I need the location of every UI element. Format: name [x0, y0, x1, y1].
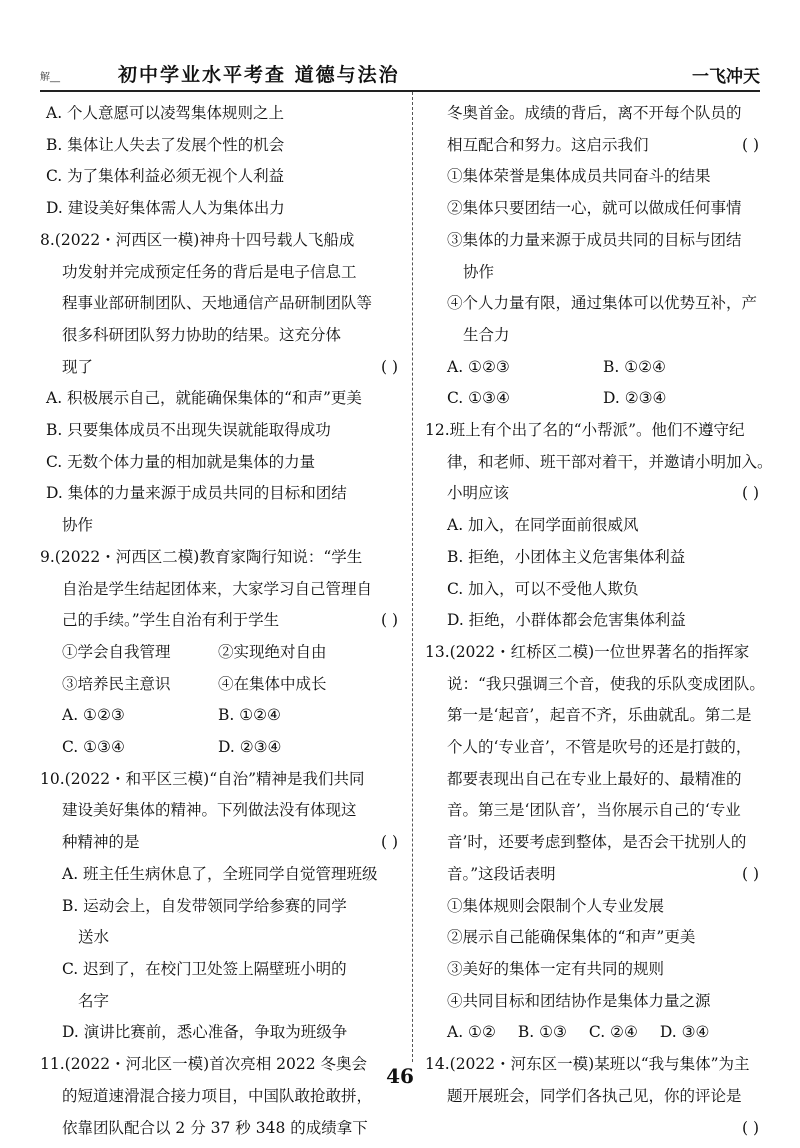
line-text: 很多科研团队努力协助的结果。这充分体	[62, 325, 342, 344]
text-line	[425, 288, 765, 320]
line-text: ③美好的集体一定有共同的规则	[447, 959, 665, 978]
option-row	[425, 1017, 765, 1049]
text-line	[425, 257, 765, 289]
text-line	[40, 574, 404, 606]
text-line	[40, 510, 404, 542]
option-text: D. ②③④	[218, 738, 282, 757]
option-text: ④在集体中成长	[218, 674, 327, 693]
line-text: 说：“我只强调三个音，使我的乐队变成团队。	[447, 674, 765, 693]
line-text: 小明应该	[447, 484, 510, 503]
option-text: A. ①②	[447, 1023, 496, 1042]
option-text: B. ①②④	[603, 357, 666, 376]
header-logo: 一飞冲天	[692, 67, 760, 87]
text-line	[40, 383, 404, 415]
line-text: ③集体的力量来源于成员共同的目标与团结	[447, 230, 742, 249]
option-row	[40, 732, 404, 764]
line-text: 9.(2022・河西区二模)教育家陶行知说：“学生	[40, 547, 363, 566]
line-text: 的短道速滑混合接力项目，中国队敢抢敢拼，	[62, 1086, 373, 1105]
option-text: C. ②④	[588, 1023, 638, 1042]
answer-blank: ( )	[741, 484, 759, 503]
text-line	[425, 320, 765, 352]
header-title: 初中学业水平考查 道德与法治	[118, 64, 400, 86]
line-text: 都要表现出自己在专业上最好的、最精准的	[447, 769, 742, 788]
text-line	[40, 954, 404, 986]
option-text: A. ①②③	[447, 357, 510, 376]
text-line	[40, 98, 404, 130]
line-text: 题开展班会，同学们各执己见，你的评论是	[447, 1086, 742, 1105]
line-text: 14.(2022・河东区一模)某班以“我与集体”为主	[425, 1055, 750, 1074]
line-text: ②展示自己能确保集体的“和声”更美	[447, 928, 696, 947]
header-rule	[40, 90, 760, 92]
line-text: B. 只要集体成员不出现失误就能取得成功	[46, 421, 331, 440]
text-line	[40, 415, 404, 447]
line-text: 现了	[62, 357, 94, 376]
answer-blank: ( )	[380, 833, 398, 852]
answer-blank: ( )	[741, 1118, 759, 1137]
text-line	[40, 922, 404, 954]
text-line	[40, 859, 404, 891]
option-text: ②实现绝对自由	[218, 642, 327, 661]
line-text: ①集体荣誉是集体成员共同奋斗的结果	[447, 167, 711, 186]
text-line	[40, 605, 404, 637]
line-text: 冬奥首金。成绩的背后，离不开每个队员的	[447, 104, 742, 122]
text-line	[40, 352, 404, 384]
text-line	[425, 891, 765, 923]
option-text: C. ①③④	[447, 389, 510, 408]
line-text: ④个人力量有限，通过集体可以优势互补，产	[447, 294, 758, 313]
line-text: 10.(2022・和平区三模)“自治”精神是我们共同	[40, 769, 365, 788]
text-line	[40, 1017, 404, 1049]
text-line	[425, 637, 765, 669]
line-text: 律，和老师、班干部对着干，并邀请小明加入。	[447, 452, 773, 471]
text-line	[40, 542, 404, 574]
line-text: C. 加入，可以不受他人欺负	[447, 579, 639, 598]
text-line	[40, 257, 404, 289]
answer-blank: ( )	[741, 864, 759, 883]
line-text: A. 积极展示自己，就能确保集体的“和声”更美	[46, 389, 362, 408]
text-line	[425, 130, 765, 162]
line-text: A. 个人意愿可以凌驾集体规则之上	[46, 104, 285, 122]
right-column	[425, 98, 773, 1144]
text-line	[40, 795, 404, 827]
text-line	[425, 859, 765, 891]
answer-blank: ( )	[380, 611, 398, 630]
text-line	[425, 764, 765, 796]
text-line	[425, 922, 765, 954]
option-row	[425, 352, 765, 384]
text-line	[40, 225, 404, 257]
option-row	[40, 669, 404, 701]
line-text: B. 运动会上，自发带领同学给参赛的同学	[62, 896, 347, 915]
line-text: C. 无数个体力量的相加就是集体的力量	[46, 452, 316, 471]
text-line	[425, 193, 765, 225]
line-text: 11.(2022・河北区一模)首次亮相 2022 冬奥会	[40, 1055, 367, 1074]
text-line	[425, 478, 765, 510]
text-line	[425, 795, 765, 827]
text-line	[425, 415, 765, 447]
line-text: 己的手续。”学生自治有利于学生	[62, 611, 280, 630]
answer-blank: ( )	[741, 135, 759, 154]
answer-blank: ( )	[380, 357, 398, 376]
line-text: 协作	[463, 262, 495, 281]
line-text: C. 迟到了，在校门卫处签上隔壁班小明的	[62, 959, 347, 978]
option-row	[40, 700, 404, 732]
text-line	[40, 320, 404, 352]
text-line	[40, 986, 404, 1018]
line-text: 第一是‘起音’，起音不齐，乐曲就乱。第二是	[447, 706, 752, 725]
line-text: ②集体只要团结一心，就可以做成任何事情	[447, 199, 742, 218]
text-line	[425, 574, 765, 606]
text-line	[425, 98, 765, 130]
line-text: A. 加入，在同学面前很威风	[447, 516, 639, 535]
line-text: 依靠团队配合以 2 分 37 秒 348 的成绩拿下	[62, 1118, 368, 1137]
text-line	[425, 732, 765, 764]
text-line	[425, 447, 773, 479]
text-line	[425, 669, 765, 701]
line-text: 种精神的是	[62, 833, 140, 852]
option-text: B. ①②④	[218, 706, 281, 725]
text-line	[425, 225, 765, 257]
page-header	[40, 60, 760, 90]
line-text: 个人的‘专业音’，不管是吹号的还是打鼓的，	[447, 738, 752, 757]
text-line	[425, 827, 765, 859]
text-line	[40, 764, 404, 796]
line-text: 自治是学生结起团体来，大家学习自己管理自	[62, 579, 373, 598]
line-text: C. 为了集体利益必须无视个人利益	[46, 167, 285, 186]
line-text: 13.(2022・红桥区二模)一位世界著名的指挥家	[425, 642, 750, 661]
option-text: ①学会自我管理	[62, 642, 171, 661]
line-text: 12.班上有个出了名的“小帮派”。他们不遵守纪	[425, 421, 745, 440]
line-text: 音’时，还要考虑到整体，是否会干扰别人的	[447, 833, 747, 852]
line-text: 音。”这段话表明	[447, 864, 556, 883]
text-line	[425, 542, 765, 574]
page-number: 46	[386, 1064, 414, 1088]
option-text: B. ①③	[517, 1023, 567, 1042]
line-text: 程事业部研制团队、天地通信产品研制团队等	[62, 294, 373, 313]
text-line	[425, 954, 765, 986]
line-text: 生合力	[463, 325, 510, 344]
option-text: D. ③④	[659, 1023, 710, 1042]
option-row	[425, 383, 765, 415]
line-text: 名字	[78, 991, 110, 1010]
option-text: A. ①②③	[62, 706, 125, 725]
line-text: 8.(2022・河西区一模)神舟十四号载人飞船成	[40, 230, 355, 249]
text-line	[425, 700, 765, 732]
line-text: 功发射并完成预定任务的背后是电子信息工	[62, 262, 357, 281]
text-line	[425, 605, 765, 637]
line-text: ④共同目标和团结协作是集体力量之源	[447, 991, 711, 1010]
line-text: 协作	[62, 516, 94, 535]
text-line	[40, 288, 404, 320]
text-line	[40, 447, 404, 479]
line-text: 送水	[78, 928, 110, 947]
line-text: 相互配合和努力。这启示我们	[447, 135, 649, 154]
line-text: B. 拒绝，小团体主义危害集体利益	[447, 547, 686, 566]
line-text: A. 班主任生病休息了，全班同学自觉管理班级	[62, 864, 378, 883]
text-line	[40, 827, 404, 859]
text-line	[40, 161, 404, 193]
line-text: ①集体规则会限制个人专业发展	[447, 896, 665, 915]
text-line	[40, 478, 404, 510]
line-text: D. 建设美好集体需人人为集体出力	[46, 199, 285, 218]
left-column	[40, 98, 404, 1144]
brand-mark: 解__	[40, 72, 60, 83]
option-row	[40, 637, 404, 669]
line-text: B. 集体让人失去了发展个性的机会	[46, 135, 285, 154]
text-line	[40, 1113, 404, 1145]
option-text: C. ①③④	[62, 738, 125, 757]
option-text: D. ②③④	[603, 389, 667, 408]
text-line	[425, 986, 765, 1018]
text-line	[40, 193, 404, 225]
line-text: 音。第三是‘团队音’，当你展示自己的‘专业	[447, 801, 741, 820]
text-line	[425, 161, 765, 193]
line-text: D. 演讲比赛前，悉心准备，争取为班级争	[62, 1023, 348, 1042]
text-line	[40, 130, 404, 162]
option-text: ③培养民主意识	[62, 674, 171, 693]
line-text: D. 拒绝，小群体都会危害集体利益	[447, 611, 686, 630]
line-text: D. 集体的力量来源于成员共同的目标和团结	[46, 484, 347, 503]
text-line	[40, 891, 404, 923]
text-line	[425, 510, 765, 542]
line-text: 建设美好集体的精神。下列做法没有体现这	[62, 801, 357, 820]
column-divider	[412, 92, 413, 1062]
